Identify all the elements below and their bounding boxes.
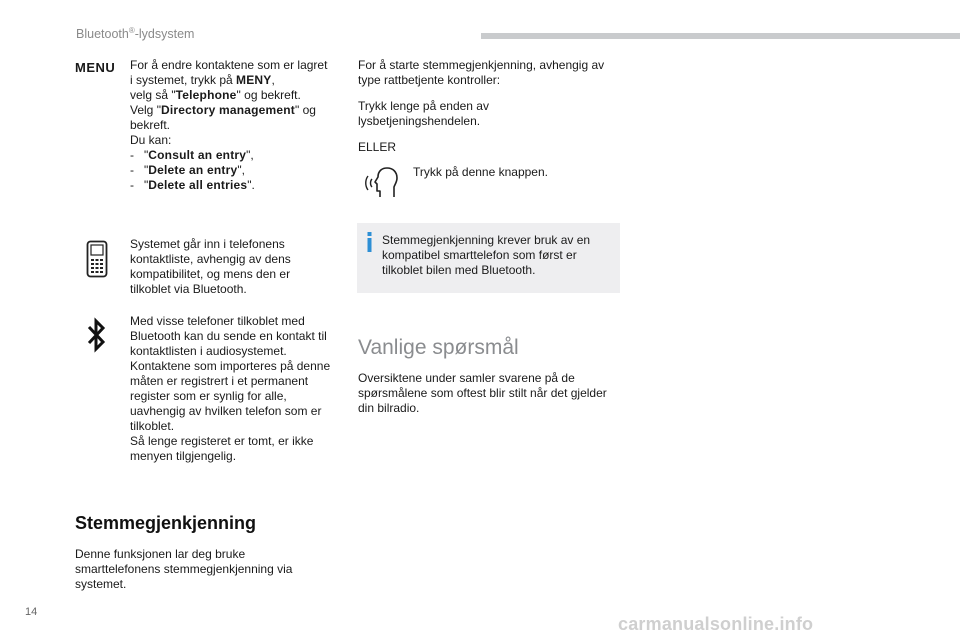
watermark-link[interactable]: carmanualsonline.info <box>618 614 814 634</box>
phone-icon <box>86 240 108 283</box>
page-number: 14 <box>25 606 38 618</box>
phone-contacts-text: Systemet går inn i telefonens kontaktliste, avhengig av dens kompatibilitet, og mens den er tilkoblet via Bluetooth. <box>130 237 291 296</box>
bluetooth-contacts-text: Med visse telefoner tilkoblet med Bluetooth kan du sende en kontakt til kontaktlisten i audiosystemet. Kontaktene som importeres på denne måten er registrert i et permanent register som er synlig for alle, uavhengig av hvilken telefon som er tilkoblet. Så lenge registeret er tomt, er ikke menyen tilgjengelig. <box>130 314 331 463</box>
menu-instructions: For å endre kontaktene som er lagret i systemet, trykk på MENY, velg så "Telephone" og bekreft. Velg "Directory management" og bekreft. Du kan: - "Consult an entry", - "Delete an entry", - "Delete all entries". <box>130 58 328 192</box>
voice-start-text: For å starte stemmegjenkjenning, avhengig av type rattbetjente kontroller: <box>358 58 605 87</box>
menu-text-icon: MENU <box>75 60 116 75</box>
section-title-voice: Stemmegjenkjenning <box>75 513 257 533</box>
voice-command-icon <box>363 165 401 206</box>
press-button-text: Trykk på denne knappen. <box>413 165 548 179</box>
option-item: - "Consult an entry", <box>130 148 254 162</box>
bluetooth-icon <box>86 317 108 358</box>
option-item: - "Delete all entries". <box>130 178 255 192</box>
info-note-text: Stemmegjenkjenning krever bruk av en kompatibel smarttelefon som først er tilkoblet bilen med Bluetooth. <box>382 233 591 277</box>
option-item: - "Delete an entry", <box>130 163 245 177</box>
long-press-text: Trykk lenge på enden av lysbetjeningshendelen. <box>358 99 489 128</box>
info-icon <box>366 232 374 257</box>
or-separator: ELLER <box>358 140 397 154</box>
header-bar <box>481 33 960 39</box>
voice-description: Denne funksjonen lar deg bruke smarttelefonens stemmegjenkjenning via systemet. <box>75 547 293 591</box>
section-title-faq: Vanlige spørsmål <box>358 336 519 359</box>
page-header-title: Bluetooth®-lydsystem <box>76 26 195 42</box>
faq-description: Oversiktene under samler svarene på de spørsmålene som oftest blir stilt når det gjelder din bilradio. <box>358 371 607 415</box>
